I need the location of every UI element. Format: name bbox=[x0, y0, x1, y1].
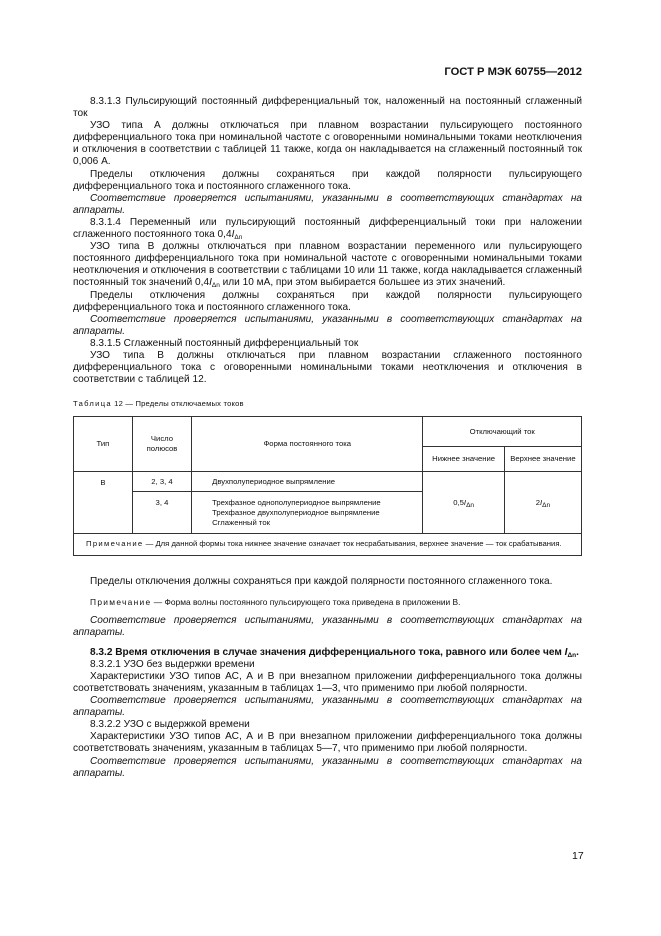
note-label: Примечание bbox=[90, 597, 152, 608]
header-lower-value: Нижнее значение bbox=[423, 447, 504, 472]
value-prefix: 0,5 bbox=[453, 497, 464, 507]
paragraph: УЗО типа В должны отключаться при плавном возрастании сглаженного постоянного дифференциального тока с оговоренными номинальными токами неотключения и отключения в соответствии с таблицей 12. bbox=[73, 349, 582, 386]
current-subscript: Δn bbox=[567, 651, 577, 659]
cell-forms bbox=[192, 492, 423, 534]
clause-text-end: . bbox=[576, 646, 579, 658]
clause-8-3-2-2-title: 8.3.2.2 УЗО с выдержкой времени bbox=[90, 719, 250, 731]
table-note bbox=[74, 534, 582, 556]
paragraph: Характеристики УЗО типов АС, А и В при внезапном приложении дифференциального тока должны соответствовать значениям, указанным в таблицах 1—3, что применимо при любой полярности. bbox=[73, 670, 582, 694]
note-text: — Форма волны постоянного пульсирующего тока приведена в приложении В. bbox=[151, 597, 461, 608]
table-caption-label: Таблица bbox=[73, 399, 112, 409]
form-line: Сглаженный ток bbox=[212, 517, 270, 527]
document-body bbox=[73, 96, 582, 780]
current-symbol: I bbox=[231, 229, 235, 241]
page-number: 17 bbox=[572, 850, 584, 862]
clause-text: 8.3.2 Время отключения в случае значения дифференциального тока, равного или более чем bbox=[90, 646, 565, 658]
current-subscript: Δn bbox=[542, 501, 551, 509]
clause-8-3-2-1-title: 8.3.2.1 УЗО без выдержки времени bbox=[90, 658, 255, 670]
current-symbol: I bbox=[540, 497, 543, 507]
current-subscript: Δn bbox=[211, 282, 220, 290]
cell-poles: 2, 3, 4 bbox=[132, 472, 191, 492]
paragraph: Пределы отключения должны сохраняться при каждой полярности постоянного сглаженного тока. bbox=[90, 576, 553, 588]
clause-8-3-2-title bbox=[73, 647, 582, 659]
standard-header: ГОСТ Р МЭК 60755—2012 bbox=[444, 66, 582, 78]
paragraph-text: или 10 мА, при этом выбирается большее из этих значений. bbox=[219, 277, 506, 289]
compliance-statement: Соответствие проверяется испытаниями, указанными в соответствующих стандартах на аппараты. bbox=[73, 755, 582, 779]
note-text: — Для данной формы тока нижнее значение означает ток несрабатывания, верхнее значение — ток срабатывания. bbox=[143, 539, 562, 549]
table-caption bbox=[73, 398, 582, 410]
header-trip-current: Отключающий ток bbox=[423, 417, 582, 447]
clause-8-3-1-5-title: 8.3.1.5 Сглаженный постоянный дифференциальный ток bbox=[90, 337, 359, 349]
trip-current-limits-table bbox=[73, 416, 582, 556]
paragraph: Пределы отключения должны сохраняться при каждой полярности пульсирующего дифференциального тока и постоянного сглаженного тока. bbox=[73, 168, 582, 192]
compliance-statement: Соответствие проверяется испытаниями, указанными в соответствующих стандартах на аппараты. bbox=[73, 313, 582, 337]
header-current-form: Форма постоянного тока bbox=[192, 417, 423, 472]
form-line: Трехфазное двухполупериодное выпрямление bbox=[212, 507, 380, 517]
header-upper-value: Верхнее значение bbox=[504, 447, 581, 472]
cell-form: Двухполупериодное выпрямление bbox=[192, 472, 423, 492]
note bbox=[73, 596, 582, 608]
current-symbol: I bbox=[463, 497, 467, 507]
paragraph bbox=[73, 241, 582, 289]
compliance-statement: Соответствие проверяется испытаниями, указанными в соответствующих стандартах на аппараты. bbox=[73, 192, 582, 216]
paragraph: Характеристики УЗО типов АС, А и В при внезапном приложении дифференциального тока должны соответствовать значениям, указанным в таблицах 5—7, что применимо при любой полярности. bbox=[73, 731, 582, 755]
current-symbol: I bbox=[564, 646, 568, 658]
paragraph: Пределы отключения должны сохраняться при каждой полярности пульсирующего дифференциального тока и постоянного сглаженного тока. bbox=[73, 289, 582, 313]
current-subscript: Δn bbox=[466, 501, 475, 509]
paragraph: УЗО типа А должны отключаться при плавном возрастании пульсирующего постоянного дифференциального тока при номинальной частоте с оговоренными номинальными токами неотключения и отключения в соответствии с таблицей 11 также, когда он накладывается на сглаженный постоянный ток 0,006 А. bbox=[73, 120, 582, 168]
compliance-statement: Соответствие проверяется испытаниями, указанными в соответствующих стандартах на аппараты. bbox=[73, 614, 582, 638]
cell-poles: 3, 4 bbox=[132, 492, 191, 534]
paragraph-text: УЗО типа В должны отключаться при плавном возрастании переменного или пульсирующего постоянного дифференциального тока при номинальной частоте с оговоренными номинальными токами неотключения и отключения в соответствии с таблицами 10 или 11 также, когда накладывается сглаженный постоянный ток значений 0,4 bbox=[73, 241, 582, 289]
note-label: Примечание bbox=[86, 539, 144, 549]
value-prefix: 2 bbox=[535, 497, 541, 507]
clause-text: 8.3.1.4 Переменный или пульсирующий постоянный дифференциальный токи при наложении сглаженного постоянного тока 0,4 bbox=[73, 216, 582, 241]
current-symbol: I bbox=[209, 277, 212, 289]
current-subscript: Δn bbox=[234, 234, 243, 242]
cell-upper-value bbox=[504, 472, 581, 534]
table-caption-text: 12 — Пределы отключаемых токов bbox=[111, 399, 244, 409]
compliance-statement: Соответствие проверяется испытаниями, указанными в соответствующих стандартах на аппараты. bbox=[73, 695, 582, 719]
form-line: Трехфазное однополупериодное выпрямление bbox=[212, 497, 381, 507]
cell-type: В bbox=[74, 472, 133, 534]
clause-8-3-1-3-title: 8.3.1.3 Пульсирующий постоянный дифференциальный ток, наложенный на постоянный сглаженный ток bbox=[73, 96, 582, 120]
clause-8-3-1-4-title bbox=[73, 217, 582, 241]
cell-lower-value bbox=[423, 472, 504, 534]
header-type: Тип bbox=[74, 417, 133, 472]
header-poles: Число полюсов bbox=[132, 417, 191, 472]
